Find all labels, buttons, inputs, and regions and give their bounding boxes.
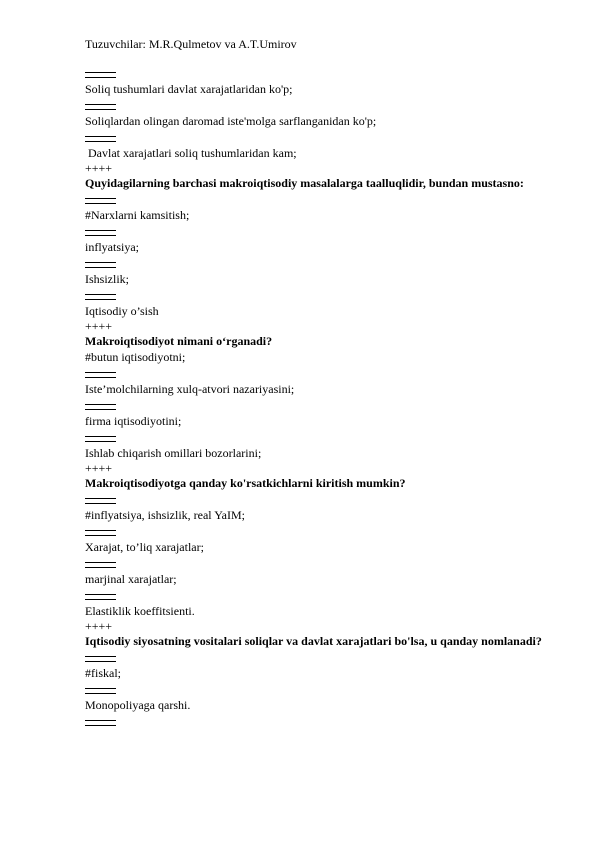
separator [85, 65, 555, 81]
answer-option: Iste’molchilarning xulq-atvori nazariyasini; [85, 382, 295, 396]
separator [85, 129, 555, 145]
separator [85, 365, 555, 381]
answer-option: Ishlab chiqarish omillari bozorlarini; [85, 446, 262, 460]
separator [85, 713, 555, 729]
question-marker: ++++ [85, 161, 113, 175]
question-marker: ++++ [85, 461, 113, 475]
question-marker: ++++ [85, 619, 113, 633]
answer-option: Monopoliyaga qarshi. [85, 698, 191, 712]
document-page [85, 36, 555, 729]
answer-option: #inflyatsiya, ishsizlik, real YaIM; [85, 508, 245, 522]
separator [85, 491, 555, 507]
answer-option: marjinal xarajatlar; [85, 572, 177, 586]
answer-option: Soliqlardan olingan daromad iste'molga sarflanganidan ko'p; [85, 114, 377, 128]
answer-option: #Narxlarni kamsitish; [85, 208, 190, 222]
answer-option: Soliq tushumlari davlat xarajatlaridan ko'p; [85, 82, 293, 96]
separator [85, 97, 555, 113]
separator [85, 429, 555, 445]
question-text: Iqtisodiy siyosatning vositalari soliqlar va davlat xarajatlari bo'lsa, u qanday nomlanadi? [85, 634, 542, 648]
answer-option: inflyatsiya; [85, 240, 139, 254]
document-header: Tuzuvchilar: M.R.Qulmetov va A.T.Umirov [85, 37, 297, 51]
answer-option: Ishsizlik; [85, 272, 129, 286]
answer-option: Elastiklik koeffitsienti. [85, 604, 195, 618]
question-marker: ++++ [85, 319, 113, 333]
answer-option: Xarajat, to’liq xarajatlar; [85, 540, 204, 554]
separator [85, 255, 555, 271]
separator [85, 223, 555, 239]
answer-option: firma iqtisodiyotini; [85, 414, 182, 428]
separator [85, 191, 555, 207]
separator [85, 587, 555, 603]
separator [85, 649, 555, 665]
answer-option: #butun iqtisodiyotni; [85, 350, 186, 364]
answer-option: Davlat xarajatlari soliq tushumlaridan kam; [85, 146, 297, 160]
separator [85, 681, 555, 697]
question-text: Makroiqtisodiyotga qanday ko'rsatkichlarni kiritish mumkin? [85, 476, 406, 490]
answer-option: Iqtisodiy o’sish [85, 304, 159, 318]
question-text: Quyidagilarning barchasi makroiqtisodiy masalalarga taalluqlidir, bundan mustasno: [85, 176, 524, 190]
separator [85, 555, 555, 571]
separator [85, 397, 555, 413]
separator [85, 287, 555, 303]
question-text: Makroiqtisodiyot nimani o‘rganadi? [85, 334, 273, 348]
separator [85, 523, 555, 539]
answer-option: #fiskal; [85, 666, 121, 680]
